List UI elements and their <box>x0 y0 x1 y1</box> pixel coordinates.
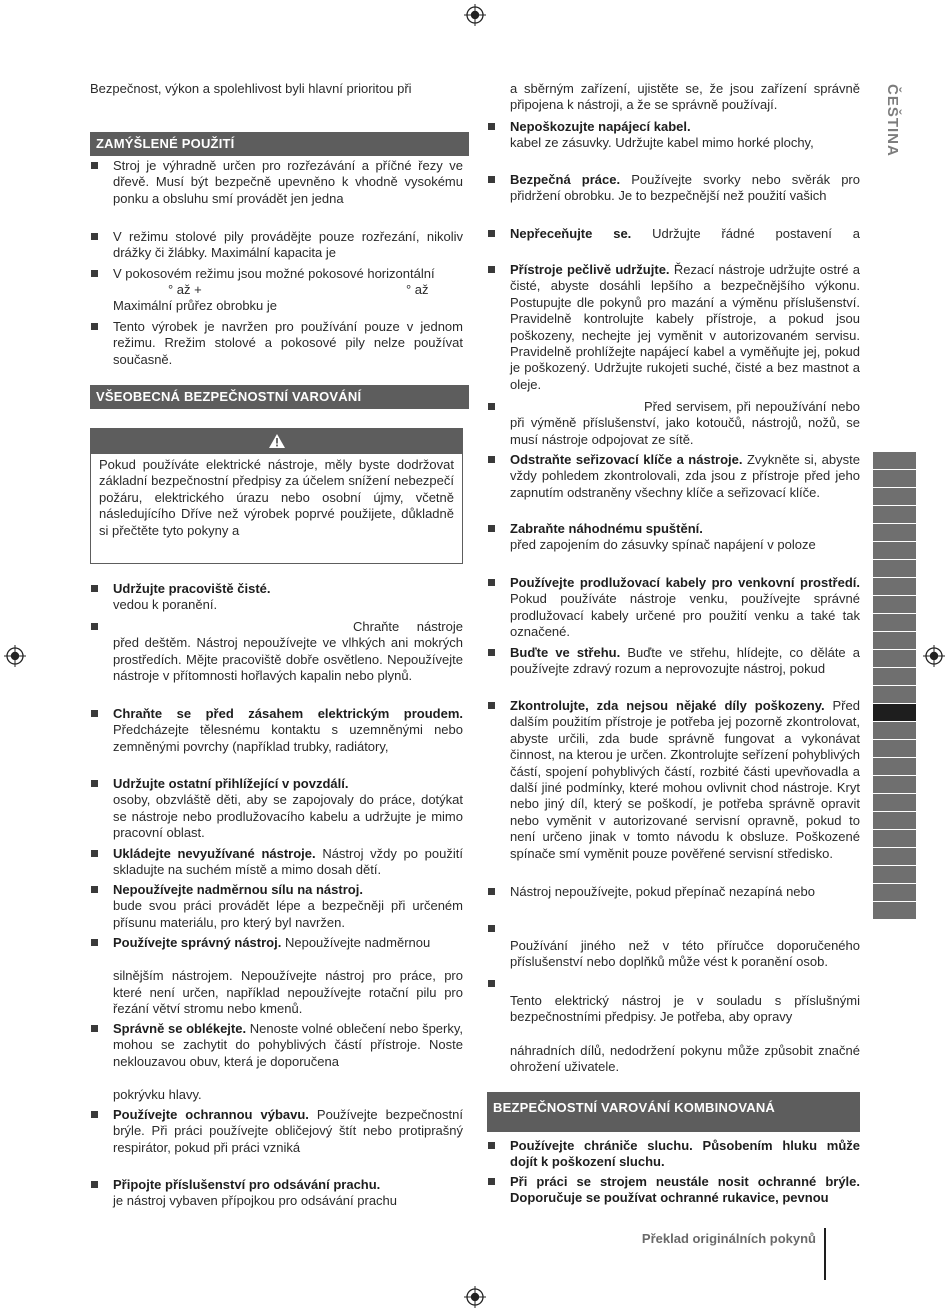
language-tab <box>873 866 916 884</box>
bullet-square-icon <box>91 710 98 717</box>
language-tab <box>873 722 916 740</box>
language-tab <box>873 560 916 578</box>
language-tab <box>873 452 916 470</box>
language-tab <box>873 578 916 596</box>
language-tab <box>873 542 916 560</box>
list-item: Používání jiného než v této příručce doporučeného příslušenství nebo doplňků může vést k poranění osob. <box>487 921 860 971</box>
list-item: Odstraňte seřizovací klíče a nástroje. Zvykněte si, abyste vždy pohledem zkontrolovali, zda jsou z přístroje před jeho zapnutím odstraněny všechny klíče a seřizovací klíče. <box>487 452 860 501</box>
bullet-square-icon <box>488 525 495 532</box>
list-item: Zabraňte náhodnému spuštění. před zapojením do zásuvky spínač napájení v poloze <box>487 521 860 554</box>
list-item: Správně se oblékejte. Nenoste volné oblečení nebo šperky, mohou se zachytit do pohyblivých částí přístroje. Noste neklouzavou obuv, která je doporučena pokrývku hlavy. <box>90 1021 463 1104</box>
language-tab <box>873 488 916 506</box>
language-tab-active <box>873 704 916 722</box>
bullet-square-icon <box>488 702 495 709</box>
list-item: Zkontrolujte, zda nejsou nějaké díly poškozeny. Před dalším použitím přístroje je potřeba jej pozorně zkontrolovat, abyste určili, zda bude správně fungovat a vykonávat činnost, na kterou je určen. Zkontrolujte seřízení pohyblivých částí, spojení pohyblivých částí, rozbité části upevňovadla a další jiné podmínky, které mohou ovlivnit chod nástroje. Kryt nebo jiný díl, který se poškodí, je potřeba správně opravit nebo vyměnit v autorizované servisní opravně, pokud to není určeno jinak v tomto návodu k obsluze. Poškozené spínače smí vyměnit pouze pověřené servisní středisko. <box>487 698 860 862</box>
list-item: Při práci se strojem neustále nosit ochranné brýle. Doporučuje se používat ochranné rukavice, pevnou <box>487 1174 860 1207</box>
warning-box: Pokud používáte elektrické nástroje, měly byste dodržovat základní bezpečnostní předpisy za účelem snížení nebezpečí požáru, elektrického úrazu nebo osobní újmy, včetně následujícího Dříve než výrobek poprvé použijete, důkladně si přečtěte tyto pokyny a <box>90 428 463 564</box>
list-item: Nepřeceňujte se. Udržujte řádné postavení a <box>487 226 860 242</box>
intro-paragraph: Bezpečnost, výkon a spolehlivost byli hlavní prioritou při <box>90 81 412 96</box>
bullet-square-icon <box>91 886 98 893</box>
bullet-square-icon <box>91 233 98 240</box>
language-tab <box>873 902 916 920</box>
list-item: Nástroj nepoužívejte, pokud přepínač nezapíná nebo <box>487 884 860 900</box>
continued-paragraph: a sběrným zařízení, ujistěte se, že jsou zařízení správně připojena k nástroji, a že se správně používají. <box>510 81 860 113</box>
bullet-square-icon <box>488 888 495 895</box>
bullet-square-icon <box>91 939 98 946</box>
list-item: Chraňte nástroje před deštěm. Nástroj nepoužívejte ve vlhkých ani mokrých prostředích. Mějte pracoviště dobře osvětleno. Nepoužívejte nástroje v přítomnosti hořlavých kapalin nebo plynů. <box>90 619 463 685</box>
language-tab <box>873 884 916 902</box>
bullet-square-icon <box>488 403 495 410</box>
list-item: Připojte příslušenství pro odsávání prachu. je nástroj vybaven přípojkou pro odsávání prachu <box>90 1177 463 1210</box>
registration-mark-left-icon <box>4 645 26 667</box>
bullet-square-icon <box>488 649 495 656</box>
bullet-square-icon <box>91 1025 98 1032</box>
bullet-square-icon <box>488 579 495 586</box>
list-item: Tento elektrický nástroj je v souladu s příslušnými bezpečnostními předpisy. Je potřeba, aby opravy náhradních dílů, nedodržení pokynu může způsobit značné ohrožení uživatele. <box>487 976 860 1076</box>
combined-warnings-heading: BEZPEČNOSTNÍ VAROVÁNÍ KOMBINOVANÁ <box>487 1092 860 1132</box>
list-item: Ukládejte nevyužívané nástroje. Nástroj vždy po použití skladujte na suchém místě a mimo dosah dětí. <box>90 846 463 879</box>
list-item: Tento výrobek je navržen pro používání pouze v jednom režimu. Rrežim stolové a pokosové pily nelze používat současně. <box>90 319 463 368</box>
bullet-square-icon <box>488 1142 495 1149</box>
registration-mark-right-icon <box>923 645 945 667</box>
list-item: Buďte ve střehu. Buďte ve střehu, hlídejte, co děláte a používejte zdravý rozum a neprovozujte nástroj, pokud <box>487 645 860 678</box>
general-warnings-heading: VŠEOBECNÁ BEZPEČNOSTNÍ VAROVÁNÍ <box>90 385 469 409</box>
bullet-square-icon <box>488 456 495 463</box>
language-tab <box>873 632 916 650</box>
list-item: Chraňte se před zásahem elektrickým proudem. Předcházejte tělesnému kontaktu s uzemněnými nebo zemněnými povrchy (například trubky, radiátory, <box>90 706 463 755</box>
bullet-square-icon <box>488 980 495 987</box>
registration-mark-top-icon <box>464 4 486 26</box>
language-tab <box>873 650 916 668</box>
list-item: Stroj je výhradně určen pro rozřezávání a příčné řezy ve dřevě. Musí být bezpečně upevněno k vhodně vysokému ponku a obsluhu smí provádět jen jedna <box>90 158 463 207</box>
list-item: Nepoškozujte napájecí kabel. kabel ze zásuvky. Udržujte kabel mimo horké plochy, <box>487 119 860 152</box>
language-tab <box>873 506 916 524</box>
list-item: Bezpečná práce. Používejte svorky nebo svěrák pro přidržení obrobku. Je to bezpečnější než použití vašich <box>487 172 860 205</box>
bullet-square-icon <box>488 176 495 183</box>
bullet-square-icon <box>91 1111 98 1118</box>
registration-mark-bottom-icon <box>464 1286 486 1308</box>
list-item: Před servisem, při nepoužívání nebo při výměně příslušenství, jako kotoučů, nástrojů, nožů, se musí nástroje odpojovat ze sítě. <box>487 399 860 448</box>
bullet-square-icon <box>91 1181 98 1188</box>
list-item: Používejte ochrannou výbavu. Používejte bezpečnostní brýle. Při práci používejte obličejový štít nebo protiprašný respirátor, pokud při práci vzniká <box>90 1107 463 1156</box>
list-item: Udržujte ostatní přihlížející v povzdálí. osoby, obzvláště děti, aby se zapojovaly do práce, dotýkat se nástroje nebo prodlužovacího kabelu a udržujte je mimo pracovní oblast. <box>90 776 463 842</box>
warning-triangle-icon <box>268 433 286 449</box>
language-tab <box>873 524 916 542</box>
language-tab <box>873 776 916 794</box>
bullet-square-icon <box>91 323 98 330</box>
bullet-square-icon <box>91 780 98 787</box>
list-item: Používejte správný nástroj. Nepoužívejte nadměrnou silnějším nástrojem. Nepoužívejte nástroj pro práce, pro které není určen, například nepoužívejte rotační pilu pro řezání větví stromu nebo kmenů. <box>90 935 463 1018</box>
language-tab <box>873 758 916 776</box>
intended-use-heading: ZAMÝŠLENÉ POUŽITÍ <box>90 132 469 156</box>
bullet-square-icon <box>488 230 495 237</box>
list-item: Používejte prodlužovací kabely pro venkovní prostředí. Pokud používáte nástroje venku, používejte správné prodlužovací kabely určené pro použití venku a také tak označené. <box>487 575 860 641</box>
bullet-square-icon <box>488 925 495 932</box>
footer-note: Překlad originálních pokynů <box>641 1231 816 1246</box>
language-tab <box>873 812 916 830</box>
list-item: Používejte chrániče sluchu. Působením hluku může dojít k poškození sluchu. <box>487 1138 860 1171</box>
list-item: Udržujte pracoviště čisté. vedou k poranění. <box>90 581 463 614</box>
bullet-square-icon <box>91 623 98 630</box>
bullet-square-icon <box>488 123 495 130</box>
language-tab <box>873 470 916 488</box>
language-tab <box>873 740 916 758</box>
language-tab-strip <box>873 452 916 920</box>
language-tab <box>873 668 916 686</box>
language-side-label: ČEŠTINA <box>884 84 901 157</box>
language-tab <box>873 848 916 866</box>
bullet-square-icon <box>91 162 98 169</box>
list-item: Přístroje pečlivě udržujte. Řezací nástroje udržujte ostré a čisté, abyste dosáhli lepšího a bezpečnějšího výkonu. Postupujte dle pokynů pro mazání a výměnu příslušenství. Pravidelně kontrolujte kabely přístroje, a pokud jsou poškozeny, nechejte jej vyměnit v autorizovaném servisu. Pravidelně prohlížejte napájecí kabel a vyměňujte jej, pokud je poškozený. Udržujte rukojeti suché, čisté a bez mastnot a oleje. <box>487 262 860 393</box>
bullet-square-icon <box>91 585 98 592</box>
language-tab <box>873 686 916 704</box>
list-item: V režimu stolové pily provádějte pouze rozřezání, nikoliv drážky či žlábky. Maximální kapacita je <box>90 229 463 262</box>
bullet-square-icon <box>488 266 495 273</box>
language-tab <box>873 794 916 812</box>
bullet-square-icon <box>91 850 98 857</box>
bullet-square-icon <box>91 270 98 277</box>
list-item: V pokosovém režimu jsou možné pokosové horizontální ° až + ° až Maximální průřez obrobku je <box>90 266 463 315</box>
footer-divider <box>824 1228 826 1280</box>
language-tab <box>873 830 916 848</box>
bullet-square-icon <box>488 1178 495 1185</box>
language-tab <box>873 614 916 632</box>
list-item: Nepoužívejte nadměrnou sílu na nástroj. bude svou práci provádět lépe a bezpečněji při určeném přísunu materiálu, pro který byl navržen. <box>90 882 463 931</box>
language-tab <box>873 596 916 614</box>
